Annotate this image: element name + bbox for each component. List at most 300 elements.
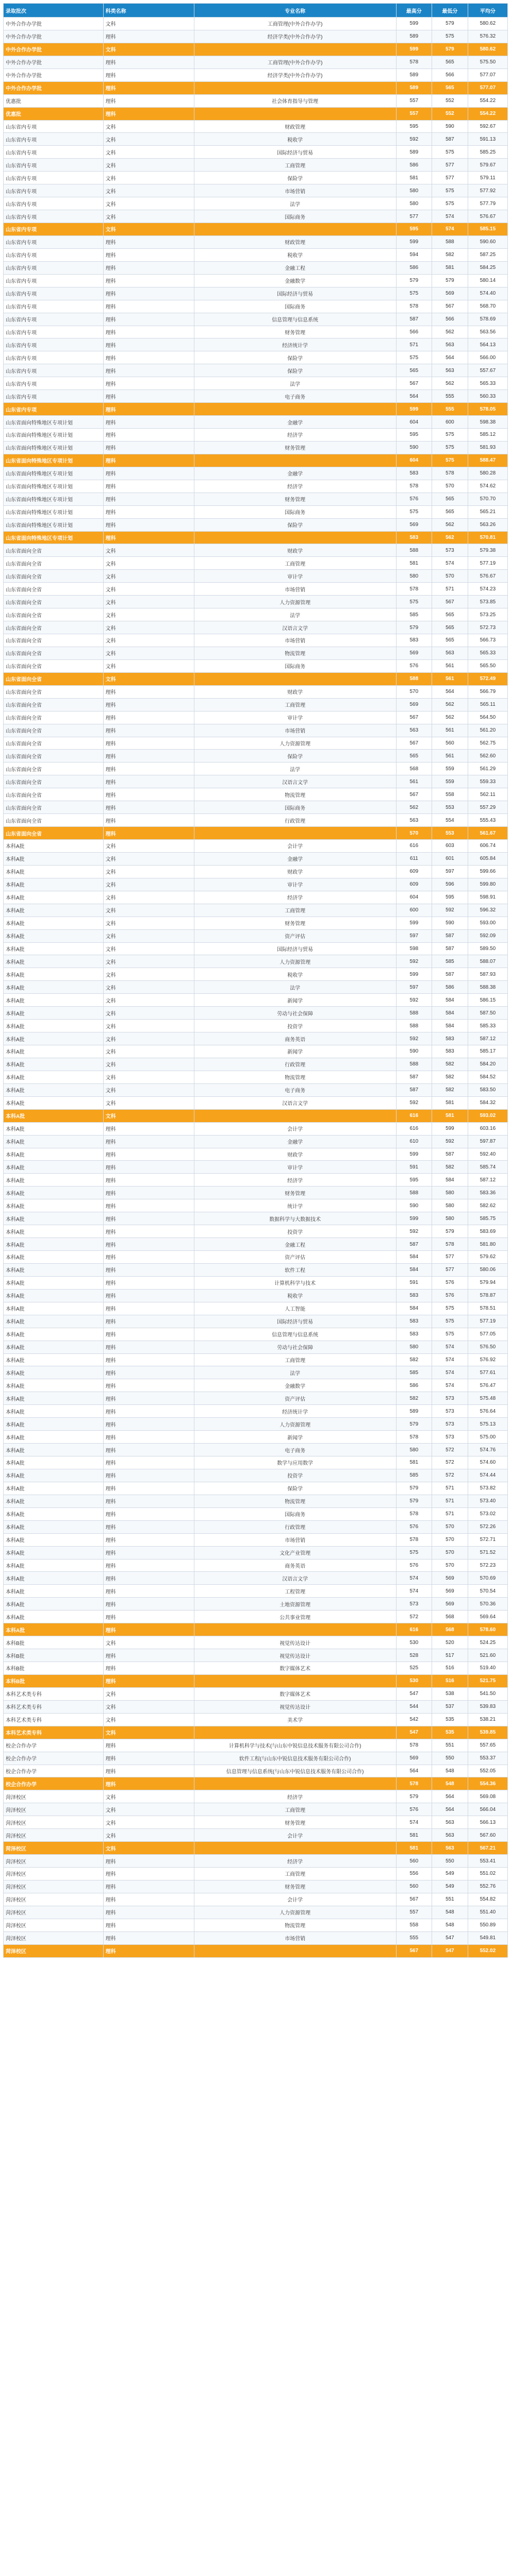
group-summary-row <box>4 223 508 236</box>
group-summary-row <box>4 827 508 840</box>
cell-batch: 优惠批 <box>4 94 104 107</box>
table-row <box>4 197 508 210</box>
cell-max-score: 587 <box>396 1071 432 1083</box>
cell-major: 数字媒体艺术 <box>194 1662 396 1675</box>
table-row <box>4 1765 508 1777</box>
cell-major: 国际商务 <box>194 300 396 313</box>
cell-category: 文科 <box>103 994 194 1007</box>
cell-max-score: 595 <box>396 223 432 236</box>
cell-major <box>194 107 396 120</box>
cell-min-score: 572 <box>432 1469 468 1482</box>
cell-min-score: 517 <box>432 1649 468 1662</box>
cell-min-score: 568 <box>432 1623 468 1636</box>
cell-min-score: 570 <box>432 570 468 583</box>
cell-batch: 山东省面向全省 <box>4 672 104 685</box>
cell-min-score: 577 <box>432 172 468 184</box>
cell-batch: 山东省内专项 <box>4 172 104 184</box>
table-row <box>4 762 508 775</box>
cell-major: 投资学 <box>194 1020 396 1032</box>
cell-major: 财政学 <box>194 1148 396 1161</box>
cell-category: 理科 <box>103 429 194 442</box>
table-row <box>4 698 508 711</box>
cell-max-score: 599 <box>396 403 432 416</box>
cell-max-score: 589 <box>396 1405 432 1418</box>
cell-major: 市场营销 <box>194 724 396 737</box>
cell-batch: 山东省面向全省 <box>4 775 104 788</box>
cell-max-score: 563 <box>396 724 432 737</box>
cell-avg-score: 577.79 <box>468 197 507 210</box>
cell-max-score: 609 <box>396 865 432 878</box>
cell-major: 法学 <box>194 377 396 390</box>
cell-batch: 中外合作办学批 <box>4 43 104 56</box>
cell-batch: 本科A批 <box>4 1174 104 1187</box>
cell-batch: 山东省面向全省 <box>4 801 104 814</box>
cell-batch: 本科艺术类专科 <box>4 1713 104 1726</box>
cell-max-score: 589 <box>396 69 432 81</box>
cell-avg-score: 590.60 <box>468 235 507 248</box>
table-row <box>4 878 508 891</box>
cell-major <box>194 531 396 544</box>
cell-category: 理科 <box>103 1559 194 1572</box>
cell-category: 理科 <box>103 1572 194 1585</box>
table-row <box>4 94 508 107</box>
cell-max-score: 589 <box>396 81 432 94</box>
cell-category: 文科 <box>103 43 194 56</box>
cell-max-score: 577 <box>396 210 432 223</box>
cell-category: 文科 <box>103 1045 194 1058</box>
table-row <box>4 505 508 518</box>
table-row <box>4 467 508 480</box>
cell-category: 理科 <box>103 1533 194 1546</box>
cell-batch: 本科A批 <box>4 904 104 917</box>
cell-major: 经济学类(中外合作办学) <box>194 30 396 43</box>
cell-category: 理科 <box>103 1482 194 1495</box>
cell-batch: 本科A批 <box>4 1559 104 1572</box>
cell-max-score: 583 <box>396 531 432 544</box>
cell-category: 理科 <box>103 1148 194 1161</box>
cell-batch: 本科A批 <box>4 1328 104 1341</box>
table-row <box>4 1328 508 1341</box>
cell-avg-score: 551.02 <box>468 1868 507 1880</box>
cell-min-score: 547 <box>432 1931 468 1944</box>
header-min-score: 最低分 <box>432 4 468 18</box>
table-row <box>4 1058 508 1071</box>
cell-batch: 菏泽校区 <box>4 1868 104 1880</box>
cell-category: 理科 <box>103 1289 194 1302</box>
group-summary-row <box>4 43 508 56</box>
cell-major: 视觉传达设计 <box>194 1649 396 1662</box>
table-row <box>4 1302 508 1315</box>
cell-category: 文科 <box>103 1096 194 1109</box>
cell-major: 市场营销 <box>194 634 396 647</box>
cell-category: 理科 <box>103 1507 194 1520</box>
table-row <box>4 1662 508 1675</box>
cell-max-score: 576 <box>396 493 432 505</box>
cell-category: 理科 <box>103 1469 194 1482</box>
cell-min-score: 576 <box>432 1276 468 1289</box>
cell-max-score: 557 <box>396 107 432 120</box>
header-category: 科类名称 <box>103 4 194 18</box>
cell-max-score: 581 <box>396 1842 432 1855</box>
cell-max-score: 588 <box>396 672 432 685</box>
cell-category: 文科 <box>103 1829 194 1842</box>
cell-category: 理科 <box>103 1868 194 1880</box>
cell-avg-score: 566.00 <box>468 351 507 364</box>
table-row <box>4 1611 508 1623</box>
cell-category: 理科 <box>103 1444 194 1456</box>
table-row <box>4 1906 508 1919</box>
table-row <box>4 1816 508 1829</box>
cell-avg-score: 584.52 <box>468 1071 507 1083</box>
group-summary-row <box>4 1777 508 1790</box>
cell-min-score: 559 <box>432 775 468 788</box>
cell-category: 文科 <box>103 159 194 172</box>
cell-avg-score: 574.44 <box>468 1469 507 1482</box>
cell-avg-score: 577.05 <box>468 1328 507 1341</box>
cell-max-score: 566 <box>396 326 432 338</box>
cell-avg-score: 554.22 <box>468 94 507 107</box>
cell-max-score: 590 <box>396 441 432 454</box>
cell-category: 理科 <box>103 814 194 827</box>
cell-max-score: 599 <box>396 235 432 248</box>
cell-max-score: 594 <box>396 248 432 261</box>
cell-major: 审计学 <box>194 1161 396 1174</box>
cell-min-score: 596 <box>432 878 468 891</box>
cell-avg-score: 572.26 <box>468 1520 507 1533</box>
cell-major: 国际商务 <box>194 659 396 672</box>
table-row <box>4 724 508 737</box>
cell-max-score: 569 <box>396 1752 432 1765</box>
cell-min-score: 583 <box>432 1032 468 1045</box>
cell-avg-score: 557.67 <box>468 364 507 377</box>
cell-batch: 本科A批 <box>4 1507 104 1520</box>
cell-avg-score: 585.33 <box>468 1020 507 1032</box>
cell-avg-score: 580.14 <box>468 274 507 287</box>
cell-category: 理科 <box>103 1225 194 1238</box>
cell-category: 理科 <box>103 1649 194 1662</box>
cell-avg-score: 585.15 <box>468 223 507 236</box>
cell-category: 理科 <box>103 1906 194 1919</box>
cell-major: 数字媒体艺术 <box>194 1687 396 1700</box>
cell-min-score: 569 <box>432 1598 468 1611</box>
cell-category: 理科 <box>103 1405 194 1418</box>
cell-max-score: 583 <box>396 467 432 480</box>
table-row <box>4 1353 508 1366</box>
cell-min-score: 571 <box>432 1482 468 1495</box>
cell-category: 理科 <box>103 248 194 261</box>
header-batch: 录取批次 <box>4 4 104 18</box>
cell-max-score: 616 <box>396 1109 432 1122</box>
cell-max-score: 579 <box>396 274 432 287</box>
cell-avg-score: 555.43 <box>468 814 507 827</box>
cell-avg-score: 603.16 <box>468 1122 507 1135</box>
cell-max-score: 580 <box>396 1341 432 1353</box>
cell-avg-score: 584.20 <box>468 1058 507 1071</box>
cell-major <box>194 403 396 416</box>
cell-min-score: 570 <box>432 1533 468 1546</box>
cell-batch: 山东省面向特殊地区专项计划 <box>4 467 104 480</box>
cell-major: 金融学 <box>194 1135 396 1148</box>
cell-max-score: 574 <box>396 1816 432 1829</box>
cell-max-score: 547 <box>396 1726 432 1739</box>
cell-major: 美术学 <box>194 1713 396 1726</box>
cell-avg-score: 521.60 <box>468 1649 507 1662</box>
cell-max-score: 595 <box>396 120 432 133</box>
cell-max-score: 587 <box>396 1083 432 1096</box>
cell-min-score: 584 <box>432 1007 468 1020</box>
cell-category: 文科 <box>103 621 194 634</box>
cell-batch: 菏泽校区 <box>4 1816 104 1829</box>
cell-batch: 山东省面向特殊地区专项计划 <box>4 505 104 518</box>
cell-category: 文科 <box>103 955 194 968</box>
table-row <box>4 917 508 929</box>
cell-batch: 山东省面向全省 <box>4 621 104 634</box>
cell-major: 行政管理 <box>194 1520 396 1533</box>
cell-category: 理科 <box>103 1752 194 1765</box>
cell-avg-score: 572.23 <box>468 1559 507 1572</box>
cell-major <box>194 1623 396 1636</box>
cell-category: 理科 <box>103 1431 194 1444</box>
cell-batch: 山东省面向特殊地区专项计划 <box>4 518 104 531</box>
table-row <box>4 737 508 750</box>
cell-min-score: 561 <box>432 659 468 672</box>
cell-batch: 本科A批 <box>4 1315 104 1328</box>
table-row <box>4 1880 508 1893</box>
cell-avg-score: 570.70 <box>468 493 507 505</box>
cell-major: 统计学 <box>194 1199 396 1212</box>
cell-major: 物流管理 <box>194 788 396 801</box>
cell-min-score: 575 <box>432 1315 468 1328</box>
table-row <box>4 493 508 505</box>
cell-max-score: 585 <box>396 608 432 621</box>
cell-max-score: 530 <box>396 1674 432 1687</box>
cell-avg-score: 588.47 <box>468 454 507 467</box>
cell-category: 文科 <box>103 647 194 659</box>
cell-avg-score: 575.13 <box>468 1418 507 1431</box>
cell-avg-score: 587.50 <box>468 1007 507 1020</box>
cell-category: 文科 <box>103 223 194 236</box>
cell-max-score: 592 <box>396 994 432 1007</box>
cell-batch: 本科A批 <box>4 1289 104 1302</box>
cell-major: 财务管理 <box>194 917 396 929</box>
cell-min-score: 575 <box>432 454 468 467</box>
table-row <box>4 1225 508 1238</box>
cell-category: 理科 <box>103 1855 194 1868</box>
group-summary-row <box>4 1109 508 1122</box>
group-summary-row <box>4 454 508 467</box>
cell-major <box>194 827 396 840</box>
cell-min-score: 566 <box>432 69 468 81</box>
table-row <box>4 1739 508 1752</box>
cell-avg-score: 561.20 <box>468 724 507 737</box>
cell-batch: 本科A批 <box>4 1585 104 1598</box>
table-row <box>4 210 508 223</box>
cell-max-score: 576 <box>396 659 432 672</box>
cell-avg-score: 550.89 <box>468 1919 507 1931</box>
cell-min-score: 582 <box>432 1161 468 1174</box>
cell-min-score: 573 <box>432 1418 468 1431</box>
cell-avg-score: 587.12 <box>468 1174 507 1187</box>
cell-batch: 山东省面向特殊地区专项计划 <box>4 454 104 467</box>
cell-max-score: 597 <box>396 981 432 994</box>
cell-category: 理科 <box>103 1379 194 1392</box>
cell-batch: 本科A批 <box>4 1058 104 1071</box>
cell-batch: 本科A批 <box>4 1611 104 1623</box>
cell-major: 市场营销 <box>194 184 396 197</box>
cell-major: 审计学 <box>194 711 396 724</box>
cell-max-score: 616 <box>396 1122 432 1135</box>
cell-category: 理科 <box>103 69 194 81</box>
table-row <box>4 1829 508 1842</box>
cell-category: 理科 <box>103 505 194 518</box>
cell-avg-score: 566.04 <box>468 1803 507 1816</box>
cell-category: 理科 <box>103 107 194 120</box>
header-max-score: 最高分 <box>396 4 432 18</box>
cell-avg-score: 576.47 <box>468 1379 507 1392</box>
cell-category: 理科 <box>103 1328 194 1341</box>
cell-avg-score: 570.69 <box>468 1572 507 1585</box>
table-row <box>4 1161 508 1174</box>
table-row <box>4 159 508 172</box>
table-row <box>4 1032 508 1045</box>
cell-batch: 山东省内专项 <box>4 248 104 261</box>
cell-min-score: 568 <box>432 1611 468 1623</box>
cell-major: 保险学 <box>194 172 396 184</box>
cell-avg-score: 592.09 <box>468 929 507 942</box>
group-summary-row <box>4 1944 508 1957</box>
cell-min-score: 574 <box>432 1379 468 1392</box>
cell-batch: 本科A批 <box>4 840 104 853</box>
cell-max-score: 542 <box>396 1713 432 1726</box>
cell-max-score: 575 <box>396 596 432 608</box>
cell-max-score: 604 <box>396 416 432 429</box>
table-row <box>4 364 508 377</box>
cell-batch: 本科A批 <box>4 878 104 891</box>
cell-batch: 本科A批 <box>4 1469 104 1482</box>
cell-batch: 中外合作办学批 <box>4 56 104 69</box>
cell-category: 理科 <box>103 1893 194 1906</box>
cell-batch: 本科A批 <box>4 1199 104 1212</box>
table-row <box>4 968 508 981</box>
cell-avg-score: 567.21 <box>468 1842 507 1855</box>
table-row <box>4 1418 508 1431</box>
cell-min-score: 551 <box>432 1893 468 1906</box>
cell-min-score: 574 <box>432 1353 468 1366</box>
cell-batch: 本科A批 <box>4 942 104 955</box>
cell-max-score: 586 <box>396 261 432 274</box>
cell-avg-score: 567.60 <box>468 1829 507 1842</box>
table-row <box>4 904 508 917</box>
cell-max-score: 583 <box>396 634 432 647</box>
cell-major: 金融学 <box>194 416 396 429</box>
cell-batch: 山东省面向全省 <box>4 659 104 672</box>
cell-min-score: 575 <box>432 1302 468 1315</box>
cell-category: 理科 <box>103 750 194 762</box>
cell-avg-score: 576.92 <box>468 1353 507 1366</box>
cell-max-score: 589 <box>396 146 432 159</box>
cell-batch: 本科A批 <box>4 1482 104 1495</box>
cell-max-score: 525 <box>396 1662 432 1675</box>
cell-batch: 本科A批 <box>4 1598 104 1611</box>
cell-avg-score: 553.41 <box>468 1855 507 1868</box>
table-row <box>4 429 508 442</box>
cell-max-score: 610 <box>396 1135 432 1148</box>
cell-min-score: 582 <box>432 1058 468 1071</box>
table-row <box>4 570 508 583</box>
header-major: 专业名称 <box>194 4 396 18</box>
cell-max-score: 572 <box>396 1611 432 1623</box>
cell-max-score: 580 <box>396 184 432 197</box>
cell-category: 理科 <box>103 1187 194 1199</box>
cell-major: 经济学 <box>194 1174 396 1187</box>
table-row <box>4 1071 508 1083</box>
cell-min-score: 577 <box>432 1251 468 1264</box>
cell-min-score: 548 <box>432 1919 468 1931</box>
cell-category: 理科 <box>103 1880 194 1893</box>
cell-max-score: 564 <box>396 1765 432 1777</box>
cell-avg-score: 573.85 <box>468 596 507 608</box>
cell-max-score: 590 <box>396 1199 432 1212</box>
table-row <box>4 1700 508 1713</box>
cell-category: 理科 <box>103 56 194 69</box>
cell-min-score: 551 <box>432 1739 468 1752</box>
cell-major: 审计学 <box>194 570 396 583</box>
table-row <box>4 955 508 968</box>
cell-avg-score: 578.60 <box>468 1623 507 1636</box>
table-row <box>4 1919 508 1931</box>
table-row <box>4 1636 508 1649</box>
cell-category: 理科 <box>103 1174 194 1187</box>
cell-min-score: 574 <box>432 223 468 236</box>
cell-batch: 山东省内专项 <box>4 390 104 403</box>
cell-min-score: 581 <box>432 1096 468 1109</box>
table-row <box>4 338 508 351</box>
cell-avg-score: 565.11 <box>468 698 507 711</box>
cell-major: 经济学 <box>194 891 396 904</box>
cell-max-score: 576 <box>396 1803 432 1816</box>
table-row <box>4 1456 508 1469</box>
cell-min-score: 584 <box>432 1174 468 1187</box>
table-row <box>4 1096 508 1109</box>
cell-category: 理科 <box>103 1418 194 1431</box>
cell-min-score: 548 <box>432 1765 468 1777</box>
cell-min-score: 555 <box>432 403 468 416</box>
table-row <box>4 1379 508 1392</box>
cell-major: 税收学 <box>194 1289 396 1302</box>
cell-category: 文科 <box>103 1083 194 1096</box>
cell-min-score: 577 <box>432 1263 468 1276</box>
cell-max-score: 575 <box>396 1546 432 1559</box>
cell-max-score: 575 <box>396 351 432 364</box>
cell-max-score: 547 <box>396 1687 432 1700</box>
cell-major: 数学与应用数学 <box>194 1456 396 1469</box>
cell-min-score: 575 <box>432 184 468 197</box>
cell-batch: 本科A批 <box>4 1212 104 1225</box>
table-row <box>4 608 508 621</box>
cell-major <box>194 672 396 685</box>
cell-category: 理科 <box>103 518 194 531</box>
cell-category: 理科 <box>103 685 194 698</box>
cell-avg-score: 577.19 <box>468 557 507 570</box>
table-row <box>4 1803 508 1816</box>
cell-major: 信息管理与信息系统 <box>194 1328 396 1341</box>
cell-avg-score: 580.62 <box>468 43 507 56</box>
cell-avg-score: 592.40 <box>468 1148 507 1161</box>
cell-avg-score: 583.36 <box>468 1187 507 1199</box>
cell-min-score: 562 <box>432 326 468 338</box>
cell-major: 资产评估 <box>194 1392 396 1405</box>
cell-min-score: 569 <box>432 1585 468 1598</box>
